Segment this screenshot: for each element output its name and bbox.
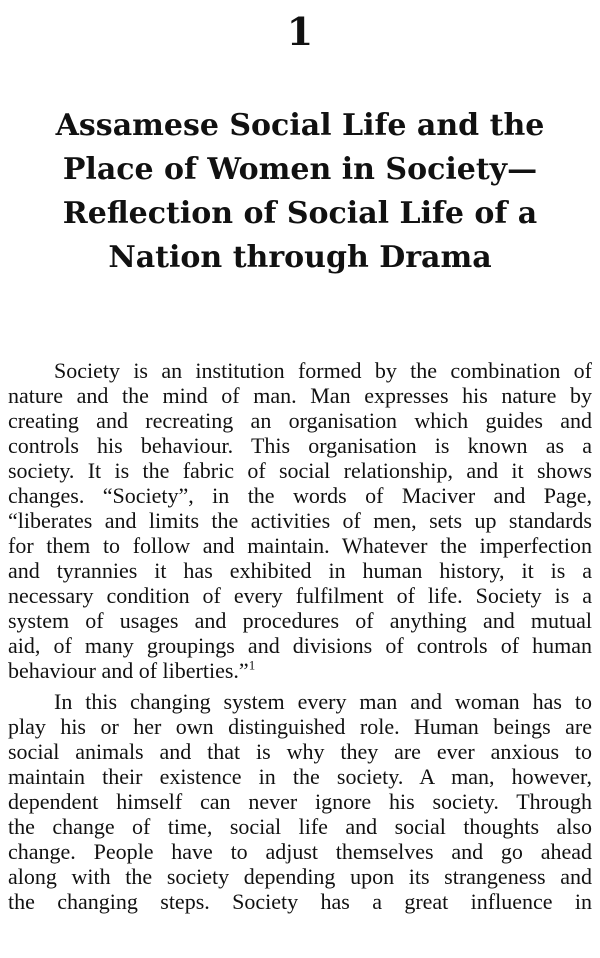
chapter-title: [20, 104, 580, 280]
chapter-title-line: Nation through Drama: [108, 240, 492, 275]
chapter-title-line: Reflection of Social Life of a: [62, 196, 538, 231]
text-line: [8, 658, 592, 683]
body-text: [8, 358, 592, 914]
chapter-title-line: Assamese Social Life and the: [55, 108, 545, 143]
chapter-title-line: Place of Women in Society—: [62, 152, 538, 187]
paragraph: [8, 689, 592, 914]
text-line: controls his behaviour. This organisation is known as a: [8, 433, 592, 458]
text-line: along with the society depending upon its strangeness and: [8, 864, 592, 889]
text-line: society. It is the fabric of social relationship, and it shows: [8, 458, 592, 483]
text-line: In this changing system every man and woman has to: [54, 689, 592, 714]
text-line: creating and recreating an organisation which guides and: [8, 408, 592, 433]
text-line: nature and the mind of man. Man expresses his nature by: [8, 383, 592, 408]
text-line: system of usages and procedures of anything and mutual: [8, 608, 592, 633]
text-line: the changing steps. Society has a great influence in: [8, 889, 592, 914]
text-line: play his or her own distinguished role. Human beings are: [8, 714, 592, 739]
text-line: dependent himself can never ignore his society. Through: [8, 789, 592, 814]
footnote-marker[interactable]: 1: [248, 657, 256, 673]
text-line: the change of time, social life and social thoughts also: [8, 814, 592, 839]
text-line: necessary condition of every fulfilment of life. Society is a: [8, 583, 592, 608]
text-line: “liberates and limits the activities of men, sets up standards: [8, 508, 592, 533]
text-line: and tyrannies it has exhibited in human history, it is a: [8, 558, 592, 583]
text-line-content: behaviour and of liberties.”: [8, 658, 249, 683]
text-line: social animals and that is why they are ever anxious to: [8, 739, 592, 764]
text-line: for them to follow and maintain. Whatever the imperfection: [8, 533, 592, 558]
text-line: changes. “Society”, in the words of Maciver and Page,: [8, 483, 592, 508]
text-line: maintain their existence in the society. A man, however,: [8, 764, 592, 789]
paragraph: [8, 358, 592, 683]
text-line: aid, of many groupings and divisions of controls of human: [8, 633, 592, 658]
chapter-number: 1: [286, 9, 314, 54]
text-line: Society is an institution formed by the combination of: [54, 358, 592, 383]
text-line: change. People have to adjust themselves and go ahead: [8, 839, 592, 864]
